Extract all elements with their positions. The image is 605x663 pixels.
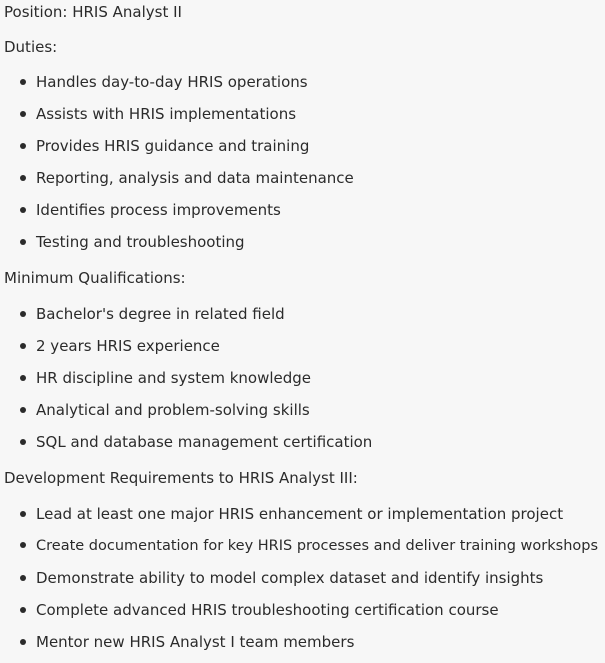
- list-item: [20, 432, 372, 452]
- list-item-text: Mentor new HRIS Analyst I team members: [36, 633, 355, 651]
- bullet-icon: [20, 575, 26, 581]
- qualifications-heading: Minimum Qualifications:: [4, 269, 186, 287]
- list-item-text: Lead at least one major HRIS enhancement or implementation project: [36, 505, 564, 523]
- list-item-text: Demonstrate ability to model complex dataset and identify insights: [36, 569, 544, 587]
- list-item-text: Create documentation for key HRIS processes and deliver training workshops: [36, 538, 599, 554]
- list-item-text: Analytical and problem-solving skills: [36, 401, 310, 419]
- duties-heading: Duties:: [4, 38, 58, 56]
- bullet-icon: [20, 607, 26, 613]
- list-item: [20, 72, 308, 92]
- list-item: [20, 304, 285, 324]
- list-item: [20, 568, 543, 588]
- list-item-text: Bachelor's degree in related field: [36, 305, 285, 323]
- list-item-text: SQL and database management certification: [36, 433, 373, 451]
- bullet-icon: [20, 542, 26, 548]
- list-item-text: Provides HRIS guidance and training: [36, 137, 310, 155]
- list-item-text: Reporting, analysis and data maintenance: [36, 169, 354, 187]
- list-item-text: 2 years HRIS experience: [36, 337, 220, 355]
- list-item: [20, 104, 296, 124]
- list-item-text: Identifies process improvements: [36, 201, 281, 219]
- position-title: Position: HRIS Analyst II: [4, 3, 182, 21]
- bullet-icon: [20, 639, 26, 645]
- list-item-text: Assists with HRIS implementations: [36, 105, 297, 123]
- bullet-icon: [20, 311, 26, 317]
- list-item: [20, 368, 311, 388]
- list-item: [20, 632, 354, 652]
- list-item: [20, 232, 245, 252]
- bullet-icon: [20, 407, 26, 413]
- list-item-text: Testing and troubleshooting: [36, 233, 245, 251]
- list-item: [20, 168, 354, 188]
- bullet-icon: [20, 143, 26, 149]
- list-item: [20, 400, 310, 420]
- bullet-icon: [20, 79, 26, 85]
- bullet-icon: [20, 343, 26, 349]
- bullet-icon: [20, 439, 26, 445]
- bullet-icon: [20, 111, 26, 117]
- list-item: [20, 336, 220, 356]
- list-item: [20, 504, 563, 524]
- list-item: [20, 600, 499, 620]
- development-heading: Development Requirements to HRIS Analyst III:: [4, 469, 358, 487]
- bullet-icon: [20, 207, 26, 213]
- bullet-icon: [20, 375, 26, 381]
- list-item: [20, 200, 281, 220]
- bullet-icon: [20, 511, 26, 517]
- list-item: [20, 536, 598, 556]
- list-item: [20, 136, 309, 156]
- list-item-text: HR discipline and system knowledge: [36, 369, 312, 387]
- bullet-icon: [20, 239, 26, 245]
- list-item-text: Handles day-to-day HRIS operations: [36, 73, 308, 91]
- list-item-text: Complete advanced HRIS troubleshooting certification course: [36, 601, 499, 619]
- bullet-icon: [20, 175, 26, 181]
